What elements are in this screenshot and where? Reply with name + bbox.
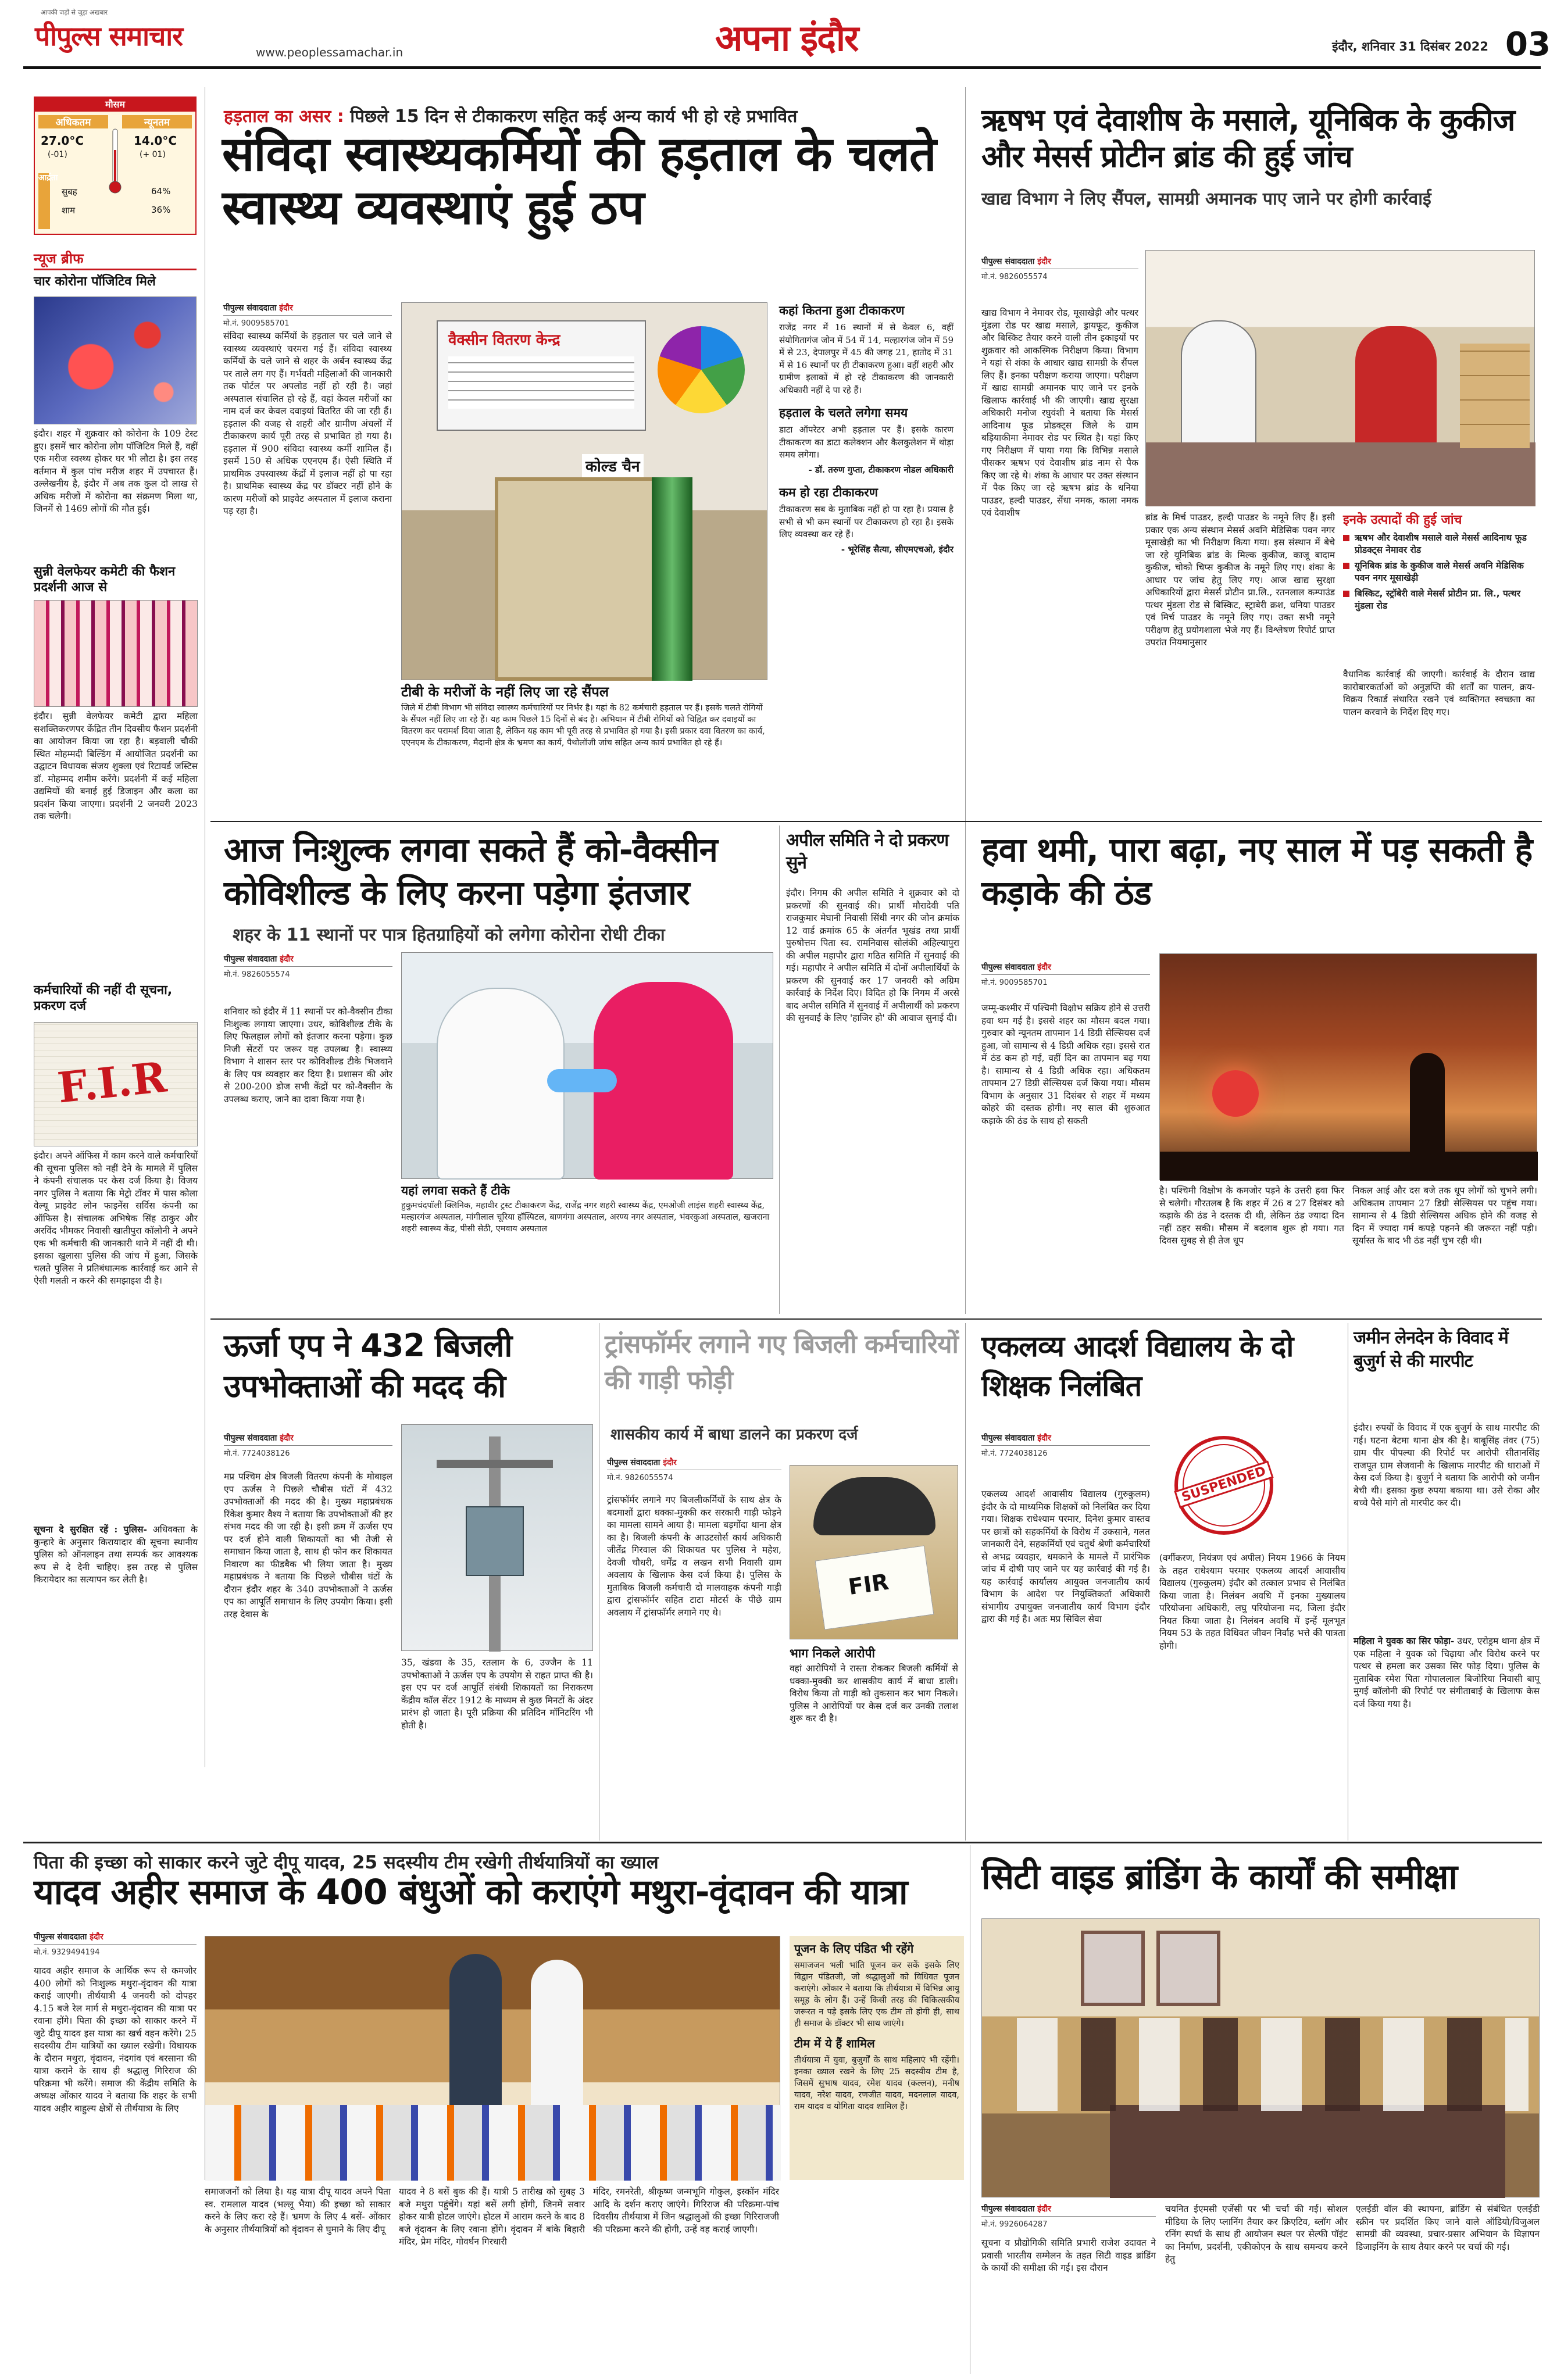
vaccine-byline-place: इंदौर (280, 955, 294, 964)
dateline: इंदौर, शनिवार 31 दिसंबर 2022 (1332, 40, 1488, 53)
masala-box-item-text: ऋषभ और देवाशीष मसाले वाले मेसर्स आदिनाथ फूड प्रोडक्ट्स नेमावर रोड (1355, 533, 1527, 555)
cold-col3: निकल आई और दस बजे तक धूप लोगों को चुभने लगी। अधिकतम तापमान 27 डिग्री सेल्सियस पर पहुंच गया। सामान्य से 4 डिग्री सेल्सियस अधिक होने की वजह से दिन में ज्यादा गर्म कपड़े पहनने की जरूरत नहीं पड़ी। सूर्यास्त के बाद भी ठंड नहीं चुभ रही थी। (1352, 1185, 1537, 1246)
masala-box-item-text: यूनिबिक ब्रांड के कुकीज वाले मेसर्स अवनि मेडिसिक पवन नगर मूसाखेड़ी (1355, 560, 1524, 583)
transformer-col1: ट्रांसफॉर्मर लगाने गए बिजलीकर्मियों के साथ क्षेत्र के बदमाशों द्वारा धक्का-मुक्की कर सरकारी गाड़ी फोड़ने का मामला सामने आया है। मामला बड़गोंदा थाना क्षेत्र का है। बिजली कंपनी के आउटसोर्स कार्य अधिकारी जीतेंद्र गिरवाल की शिकायत पर पुलिस ने महेश, देवजी चौधरी, धर्मेंद्र व लखन सभी निवासी ग्राम अवलाय के खिलाफ केस दर्ज किया है। पुलिस के मुताबिक बिजली कर्मचारी दो मालवाहक कंपनी गाड़ी द्वारा ट्रांसफॉर्मर सहित टाटा मोटर्स के पीछे ग्राम अवलाय में ट्रांसफॉर्मर लगाने गए थे। (607, 1495, 781, 1618)
urja-photo-electric-pole (401, 1424, 593, 1651)
strike-byline (223, 302, 392, 316)
masala-mobile: मो.नं. 9826055574 (981, 273, 1048, 281)
vaccine-mobile: मो.नं. 9826055574 (224, 970, 290, 979)
brief1-photo-coronavirus (34, 296, 197, 424)
yatra-box-head: पूजन के लिए पंडित भी रहेंगे (794, 1942, 914, 1956)
land-headline: जमीन लेनदेन के विवाद में बुजुर्ग से की मारपीट (1354, 1328, 1508, 1371)
brief3-headline: कर्मचारियों की नहीं दी सूचना, प्रकरण दर्ज (34, 983, 173, 1013)
humidity-morning-label: सुबह (62, 187, 77, 197)
vaccine-caption: हुकुमचंदपॉली क्लिनिक, महावीर ट्रस्ट टीकाकरण केंद्र, राजेंद्र नगर शहरी स्वास्थ्य केंद्र, एमओजी लाइंस शहरी स्वास्थ्य केंद्र, मल्हारगंज अस्पताल, मांगीलाल चूरिया हॉस्पिटल, बाणगंगा अस्पताल, अरण्य नगर अस्पताल, भंवरकुआं अस्पताल, खजराना शहरी स्वास्थ्य केंद्र, पीसी सेठी, एमवाय अस्पताल (401, 1201, 770, 1234)
masala-photo (1145, 250, 1535, 506)
transformer-byline (607, 1457, 781, 1470)
branding-col2: चयनित ईएमसी एजेंसी पर भी चर्चा की गई। सोशल मीडिया के लिए प्लानिंग तैयार कर क्रिएटिव, ब्लॉग और रनिंग स्पर्धा के साथ ही आयोजन स्थल पर सेल्फी पॉइंट का निर्माण, प्रदर्शनी, एकीकोएन के साथ समन्वय करने हेतु (1165, 2204, 1348, 2264)
brief1-text: इंदौर। शहर में शुक्रवार को कोरोना के 109 टेस्ट हुए। इसमें चार कोरोना लोग पॉजिटिव मिले हैं, वहीं एक मरीज स्वस्थ्य होकर घर भी लौटा है। इस तरह वर्तमान में कुल पांच मरीज शहर में उपचारत हैं। उल्लेखनीय है, इंदौर में अब तक कुल दो लाख से अधिक मरीजों में कोरोना का संक्रमण मिला था, जिनमें से 1469 लोगों की मौत हुई। (34, 428, 198, 514)
cold-col2: है। पश्चिमी विक्षोभ के कमजोर पड़ने के उत्तरी हवा फिर से चलेगी। गौरतलब है कि शहर में 26 व 27 दिसंबर को कड़ाके की ठंड ने दस्तक दी थी, लेकिन ठंड ज्यादा दिन नहीं ठहर सकी। मौसम में बदलाव शुरू हो गया। गत दिवस सुबह से ही तेज धूप (1159, 1185, 1344, 1246)
cold-col1: जम्मू-कश्मीर में पश्चिमी विक्षोभ सक्रिय होने से उत्तरी हवा थम गई है। इससे शहर का मौसम बदल गया। गुरुवार को न्यूनतम तापमान 14 डिग्री सेल्सियस दर्ज हुआ, जो सामान्य से 4 डिग्री अधिक रहा। इससे रात में ठंड कम हो गई, वहीं दिन का तापमान बढ़ गया है। सामान्य से 4 डिग्री अधिक रहा। अधिकतम तापमान 27 डिग्री सेल्सियस दर्ज किया गया। मौसम विभाग के अनुसार 31 दिसंबर से शहर में मध्यम कोहरे की दस्तक होगी। नए साल की शुरुआत कड़ाके की ठंड के साथ हो सकती (981, 1003, 1150, 1126)
strike-byline-place: इंदौर (279, 303, 293, 313)
appeal-text: इंदौर। निगम की अपील समिति ने शुक्रवार को दो प्रकरणों की सुनवाई की। प्रार्थी मौरादेवी पति राजकुमार मेघानी निवासी सिंधी नगर की जोन क्रमांक 12 वार्ड क्रमांक 65 के अंतर्गत भूखंड तथा प्रार्थी पुरुषोत्तम पिता स्व. रामनिवास सोलंकी अहिल्यापुरा की अपील महापौर द्वारा गठित समिति में सुनवाई की गई। महापौर ने अपील समिति में दोनों अपीलार्थियों के प्रकरण की सुनवाई कर 17 जनवरी को अग्रिम कार्रवाई के निर्देश दिए। विदित हो कि निगम में अरसे बाद अपील समिति में सुनवाई में अपीलार्थी को प्रकरण की सुनवाई के लिए 'हाजिर हो' की आवाज सुनाई दी। (786, 888, 959, 1023)
weather-max-temp: 27.0°C (41, 134, 84, 148)
news-brief-title: न्यूज ब्रीफ (34, 251, 84, 267)
yatra-col1: यादव अहीर समाज के आर्थिक रूप से कमजोर 400 लोगों को निःशुल्क मथुरा-वृंदावन की यात्रा कराई जाएगी। तीर्थयात्री 4 जनवरी को दोपहर 4.15 बजे रेल मार्ग से मथुरा-वृंदावन की यात्रा पर रवाना होंगे। पिता की इच्छा को साकार करने में जुटे दीपू यादव इस यात्रा का खर्च वहन करेंगे। 25 सदस्यीय टीम यात्रियों का ख्याल रखेगी। विधायक के दौरान मथुरा, वृंदावन, नंदगांव एवं बरसाना की यात्रा कराने के साथ ही श्रद्धालु गिरिराज की परिक्रमा भी करेंगे। समाज की केंद्रीय समिति के अध्यक्ष ओंकार यादव ने बताया कि शहर के सभी यादव अहीर बाहुल्य क्षेत्रों से तीर्थयात्रा के लिए (34, 1966, 197, 2114)
masala-box-item (1343, 532, 1535, 556)
brief3-extra (34, 1523, 198, 1651)
branding-photo (981, 1918, 1540, 2197)
vaccine-sign-board (437, 320, 646, 431)
eklavya-mobile: मो.नं. 7724038126 (981, 1449, 1048, 1458)
yatra-box-head2: टीम में ये हैं शामिल (794, 2036, 875, 2050)
transformer-byline-place: इंदौर (663, 1458, 677, 1467)
portrait-frame-2 (1156, 1931, 1220, 2006)
yatra-byline-place: इंदौर (90, 1932, 103, 1942)
strike-photo (401, 302, 767, 680)
urja-col2: 35, खंडवा के 35, रतलाम के 6, उज्जैन के 11 उपभोक्ताओं ने ऊर्जस एप के उपयोग से राहत प्राप्त की है। इस एप पर दर्ज आपूर्ति संबंधी शिकायतों का निराकरण केंद्रीय कॉल सेंटर 1912 के माध्यम से कुछ मिनटों के अंदर प्रारंभ हो जाता है। पूरी प्रक्रिया की प्रतिदिन मॉनिटरिंग भी होती है। (401, 1657, 593, 1731)
yatra-byline (34, 1931, 197, 1945)
branding-headline: सिटी वाइड ब्रांडिंग के कार्यों की समीक्षा (981, 1857, 1458, 1897)
masthead-tagline: आपकी जड़ों से जुड़ा अखबार (41, 9, 108, 16)
yatra-kicker: पिता की इच्छा को साकार करने जुटे दीपू यादव, 25 सदस्यीय टीम रखेगी तीर्थयात्रियों का ख्याल (34, 1852, 659, 1873)
yatra-col4: मंदिर, रमनरेती, श्रीकृष्ण जन्मभूमि गोकुल, इस्कॉन मंदिर आदि के दर्शन कराए जाएंगे। गिरिराज की परिक्रमा-पांच दिवसीय तीर्थयात्रा में जिन श्रद्धालुओं की इच्छा गिरिराजजी की परिक्रमा करने की होगी, उन्हें वह कराई जाएगी। (593, 2186, 779, 2235)
brief3-fir-photo (34, 1022, 198, 1146)
transformer-box (466, 1506, 524, 1576)
fir-paper (815, 1545, 934, 1629)
yatra-headline: यादव अहीर समाज के 400 बंधुओं को कराएंगे मथुरा-वृंदावन की यात्रा (34, 1872, 908, 1913)
transformer-photo-fir (790, 1465, 958, 1639)
police-cap (813, 1477, 935, 1535)
masala-box-head: इनके उत्पादों की हुई जांच (1343, 513, 1462, 527)
land-sub-text: उधर, एरोड्रम थाना क्षेत्र में एक महिला ने युवक को चिढ़ाया और विरोध करने पर पत्थर से हमला कर उसका सिर फोड़ दिया। पुलिस के मुताबिक रमेश पिता गोपाललाल बिजोरिया निवासी बापू मुगई कॉलोनी की रिपोर्ट पर संगीताबाई के खिलाफ केस दर्ज किया गया है। (1354, 1636, 1540, 1709)
vaccine-caption-head: यहां लगवा सकते हैं टीके (401, 1184, 510, 1198)
masala-col1: खाद्य विभाग ने नेमावर रोड, मूसाखेड़ी और पत्थर मुंडला रोड पर खाद्य मसाले, ड्रायफूट, कुकीज और बिस्किट तैयार करने वाली तीन इकाइयों पर शुक्रवार को आकस्मिक निरीक्षण किया। विभाग ने यहां से शंका के आधार खाद्य सामग्री के सैंपल लिए हैं। इनका परीक्षण कराया जाएगा। परीक्षण में खाद्य सामग्री अमानक पाए जाने पर इनके खिलाफ कार्रवाई भी की जाएगी। खाद्य सुरक्षा अधिकारी मनोज रघुवंशी ने बताया कि मेसर्स आदिनाथ फूड प्रोडक्ट्स जिले के ग्राम बड़ियाकीमा नेमावर रोड पर स्थित है। यहां किए गए निरीक्षण में पाया गया कि विभिन्न मसाले पीसकर ऋषभ एवं देवाशीष ब्रांड नाम से पैक किए जा रहे थे। शंका के आधार पर उक्त संस्थान में पैक किए जा रहे ऋषभ ब्रांड के धनिया पाउडर, हल्दी पाउडर, सेंधा नमक, काला नमक एवं देवाशीष (981, 308, 1138, 518)
sun-icon (1212, 1070, 1259, 1117)
urja-byline (224, 1432, 392, 1446)
cold-chain-sign: कोल्ड चैन (582, 454, 644, 477)
weather-min-label: न्यूनतम (122, 115, 192, 128)
weather-min-temp: 14.0°C (134, 134, 177, 148)
yatra-photo (205, 1936, 780, 2180)
cold-byline-place: इंदौर (1037, 963, 1051, 972)
cold-photo-sunset (1159, 953, 1537, 1180)
eklavya-headline: एकलव्य आदर्श विद्यालय के दो शिक्षक निलंबित (981, 1330, 1294, 1403)
strike-sidebar (779, 302, 954, 802)
brief3-extra-head: सूचना दे सुरक्षित रहें : पुलिस- (34, 1524, 147, 1535)
masala-col3: वैधानिक कार्रवाई की जाएगी। कार्रवाई के दौरान खाद्य कारोबारकर्ताओं को अनुज्ञप्ति की शर्तों का पालन, क्रय-विक्रय रिकार्ड संधारित रखने एवं व्यक्तिगत स्वच्छता का पालन करवाने के निर्देश दिए गए। (1343, 669, 1535, 717)
strike-side-text1: राजेंद्र नगर में 16 स्थानों में से केवल 6, वहीं संयोगितागंज जोन में 54 में 14, मल्हारगंज जोन में 59 में से 23, देपालपुर में 45 की जगह 21, हातोद में 31 में से 16 स्थानों पर ही टीकाकरण हुआ। वहीं शहरी और ग्रामीण इलाकों में हो रहे टीकाकरण की जानकारी अधिकारी नहीं दे पा रहे हैं। (779, 322, 954, 395)
cold-byline (981, 962, 1150, 975)
branding-col3: एलईडी वॉल की स्थापना, ब्रांडिंग से संबंधित एलईडी स्क्रीन पर प्रदर्शित किए जाने वाले ऑडियो/विजुअल सामग्री की व्यवस्था, प्रचार-प्रसार अभियान के विज्ञापन डिजाइनिंग के साथ तैयार करने पर चर्चा की गई। (1356, 2204, 1540, 2252)
strike-side-quote1: - डॉ. तरुण गुप्ता, टीकाकरण नोडल अधिकारी (808, 464, 954, 475)
5s-chart-icon (658, 326, 745, 413)
silhouette-person (1410, 1053, 1445, 1157)
photo-nurse (437, 988, 565, 1180)
yatra-byline-name: पीपुल्स संवाददाता (34, 1932, 87, 1942)
transformer-subhead: शासकीय कार्य में बाधा डालने का प्रकरण दर्ज (610, 1426, 858, 1443)
strike-kicker-rest: पिछले 15 दिन से टीकाकरण सहित कई अन्य कार्य भी हो रहे प्रभावित (350, 106, 798, 127)
strike-mobile: मो.नं. 9009585701 (223, 319, 290, 328)
speaker-figure-2 (531, 1960, 583, 2117)
eklavya-col1: एकलव्य आदर्श आवासीय विद्यालय (गुरुकुलम) इंदौर के दो माध्यमिक शिक्षकों को निलंबित कर दिया गया। शिक्षक राधेश्याम परमार, दिनेश कुमार वास्तव पर छात्रों को सहकर्मियों के विरोध में उकसाने, गलत जानकारी देने, सहकर्मियों एवं चतुर्थ श्रेणी कर्मचारियों से अभद्र व्यवहार, धमकाने के मामले में प्रारंभिक जांच में दोषी पाए जाने पर यह कार्रवाई की गई है। यह कार्रवाई कार्यालय आयुक्त जनजातीय कार्य विभाग के आदेश पर नियुक्तिकर्ता अधिकारी संभागीय उपायुक्त जनजातीय कार्य विभाग इंदौर द्वारा की गई है। अतः मप्र सिविल सेवा (981, 1489, 1150, 1624)
yatra-box (790, 1936, 964, 2180)
row3-rule (23, 1842, 1542, 1843)
branding-byline-place: इंदौर (1037, 2204, 1051, 2214)
transformer-mobile: मो.नं. 9826055574 (607, 1474, 673, 1482)
masala-byline-place: इंदौर (1037, 257, 1051, 266)
transformer-headline: ट्रांसफॉर्मर लगाने गए बिजली कर्मचारियों की गाड़ी फोड़ी (605, 1330, 958, 1396)
bullet-icon (1343, 563, 1349, 569)
photo-person1 (1181, 320, 1256, 448)
vaccine-col1: शनिवार को इंदौर में 11 स्थानों पर को-वैक्सीन टीका निःशुल्क लगाया जाएगा। उधर, कोविशील्ड टीके के लिए फिलहाल लोगों को इंतजार करना पड़ेगा। कुछ निजी सेंटरों पर जरूर यह उपलब्ध है। स्वास्थ्य विभाग ने शासन स्तर पर कोविशील्ड टीके भिजवाने के लिए पत्र व्यवहार कर दिया है। प्रशासन की ओर से 200-200 डोज सभी केंद्रों पर को-वैक्सीन के उपलब्ध कराए, जाने का दावा किया गया है। (224, 1006, 392, 1105)
transformer-eklavya-rule (965, 1323, 966, 1841)
humidity-evening-label: शाम (62, 205, 76, 216)
brief2-photo-fashion (34, 600, 198, 707)
masala-box-item-text: बिस्किट, स्ट्रॉबेरी वाले मेसर्स प्रोटीन प्रा. लि., पत्थर मुंडला रोड (1355, 588, 1521, 611)
brief3-text: इंदौर। अपने ऑफिस में काम करने वाले कर्मचारियों की सूचना पुलिस को नहीं देने के मामले में पुलिस ने कंपनी संचालक पर केस दर्ज किया है। विजय नगर पुलिस ने बताया कि मेट्रो टॉवर में पास कोला वेल्यू प्राइवेट लोन फाइनेंस सर्विस कंपनी का ऑफिस है। संचालक अभिषेक सिंह ठाकुर और अरविंद भीमकर निवासी खातीपुरा कॉलोनी ने अपने एक भी कर्मचारी की जानकारी थाने में नहीं दी थी। इसका खुलासा पुलिस की जांच में हुआ, जिसके चलते पुलिस ने प्रतिबंधात्मक कार्रवाई कर आने से ऐसी गलती न करने की समझाइश दी है। (34, 1150, 198, 1286)
photo-table (1146, 442, 1535, 506)
yatra-col3: यादव ने 8 बसें बुक की हैं। यात्री 5 तारीख को सुबह 3 बजे मथुरा पहुंचेंगे। यहां बसें लगी होंगी, जिनमें सवार होकर यात्री होटल जाएंगे। होटल में आराम करने के बाद 8 बजे वृंदावन के लिए रवाना होंगे। वृंदावन में बांके बिहारी मंदिर, प्रेम मंदिर, गोवर्धन गिरधारी (399, 2186, 585, 2247)
strike-side-quote2: - भूरेसिंह सैत्या, सीएमएचओ, इंदौर (841, 544, 954, 555)
masthead (0, 0, 1557, 69)
urja-mobile: मो.नं. 7724038126 (224, 1449, 290, 1458)
strike-kicker (224, 103, 968, 127)
meeting-table (1110, 2105, 1505, 2198)
masthead-rule (23, 66, 1541, 69)
photo-person2 (1355, 326, 1437, 448)
branding-byline (981, 2203, 1156, 2217)
strike-headline: संविदा स्वास्थ्यकर्मियों की हड़ताल के चलते स्वास्थ्य व्यवस्थाएं हुई ठप (222, 127, 936, 235)
photo-gloves (547, 1069, 617, 1092)
bullet-icon (1343, 535, 1349, 541)
masala-byline-name: पीपुल्स संवाददाता (981, 257, 1035, 266)
eklavya-col2: (वर्गीकरण, नियंत्रण एवं अपील) नियम 1966 के नियम के तहत राधेश्याम परमार एकलव्य आदर्श आवासीय विद्यालय (गुरुकुलम) इंदौर को तत्काल प्रभाव से निलंबित किया जाता है। निलंबन अवधि में इनका मुख्यालय परियोजना अधिकारी, लघु परियोजना मद, जिला इंदौर नियत किया जाता है। निलंबन अवधि में इन्हें मूलभूत नियम 53 के तहत विधिवत जीवन निर्वाह भत्ते की पात्रता होगी। (1159, 1553, 1345, 1651)
brief2-text: इंदौर। सुन्नी वेलफेयर कमेटी द्वारा महिला सशक्तिकरणपर केंद्रित तीन दिवसीय फैशन प्रदर्शनी का आयोजन किया जा रहा है। बड़वाली चौकी स्थित मोहम्मदी बिल्डिंग में आयोजित प्रदर्शनी का उद्घाटन विधायक संजय शुक्ला एवं रिटायर्ड जस्टिस डॉ. मोहम्मद शमीम करेंगे। प्रदर्शनी में कई महिला उद्यमियों की बनाई हुई डिजाइन और कला का प्रदर्शन किया जाएगा। प्रदर्शनी 2 जनवरी 2023 तक चलेगी। (34, 711, 198, 821)
row2-rule (210, 1318, 1542, 1320)
strike-byline-name: पीपुल्स संवाददाता (223, 303, 277, 313)
portrait-frame-1 (1081, 1931, 1145, 2006)
strike-side-head3: कम हो रहा टीकाकरण (779, 485, 878, 499)
door-frame (495, 477, 669, 681)
urja-byline-name: पीपुल्स संवाददाता (224, 1434, 277, 1443)
strike-side-text2: डाटा ऑपरेटर अभी हड़ताल पर हैं। इसके कारण टीकाकरण का डाटा कलेक्शन और कैलकुलेशन में थोड़ा समय लगेगा। (779, 424, 954, 460)
suspended-stamp (1174, 1436, 1273, 1535)
land-text: इंदौर। रुपयों के विवाद में एक बुजुर्ग के साथ मारपीट की गई। घटना बेटमा थाना क्षेत्र की है। बाबूसिंह तंवर (75) ग्राम पीर पीपल्या की रिपोर्ट पर आरोपी सीतानसिंह राजपूत ग्राम सेजवानी के खिलाफ मारपीट की धाराओं में केस दर्ज किया है। बुजुर्ग ने बताया कि आरोपी को जमीन बेची थी। इसका कुछ रुपया बकाया था। उसे रोका और बच्चे पैसे मांगे तो मारपीट कर दी। (1354, 1423, 1540, 1508)
attendees (994, 2018, 1529, 2111)
urja-headline: ऊर्जा एप ने 432 बिजली उपभोक्ताओं की मदद की (224, 1327, 512, 1405)
cold-headline: हवा थमी, पारा बढ़ा, नए साल में पड़ सकती है कड़ाके की ठंड (981, 830, 1533, 913)
transformer-col2: वहां आरोपियों ने रास्ता रोककर बिजली कर्मियों से धक्का-मुक्की कर शासकीय कार्य में बाधा डाली। विरोध किया तो गाड़ी को तुकसान कर भाग निकले। पुलिस ने आरोपियों पर केस दर्ज कर उनकी तलाश शुरू कर दी है। (790, 1663, 958, 1724)
news-brief-rule (34, 269, 197, 270)
vaccine-byline-name: पीपुल्स संवाददाता (224, 955, 277, 964)
urja-col1: मप्र पश्चिम क्षेत्र बिजली वितरण कंपनी के मोबाइल एप ऊर्जस ने पिछले चौबीस घंटों में 432 उपभोक्ताओं की मदद की है। मुख्य महाप्रबंधक रिंकेश कुमार वैश्य ने बताया कि उपभोक्ताओं की हर संभव मदद की जा रही है। इसी क्रम में ऊर्जस एप पर दर्ज होने वाली शिकायतों का भी तेजी से समाधान किया जाता है, साथ ही फोन कर शिकायत निवारण का फीडबैक भी लिया जाता है। मुख्य महाप्रबंधक ने बताया कि पिछले चौबीस घंटों के दौरान इंदौर शहर के 340 उपभोक्ताओं ने ऊर्जस एप का आपूर्ति समाधान के लिए उपयोग किया। इसी तरह देवास के (224, 1471, 392, 1620)
land-sub (1354, 1635, 1540, 1838)
brief1-headline: चार कोरोना पॉजिटिव मिले (34, 274, 156, 289)
row1-rule (210, 821, 1542, 822)
strike-side-text3: टीकाकरण सब के मुताबिक नहीं हो पा रहा है। प्रयास है सभी से भी कम स्थानों पर टीकाकरण हो रहा है। इसके लिए व्यवस्था कर रहे हैं। (779, 504, 954, 539)
transformer-caption-head: भाग निकले आरोपी (790, 1646, 875, 1660)
strike-kicker-red: हड़ताल का असर : (224, 106, 344, 127)
branding-mobile: मो.नं. 9926064287 (981, 2220, 1048, 2229)
masala-box-item (1343, 588, 1535, 612)
humidity-label: आर्द्रता (38, 173, 50, 229)
crossarm (437, 1460, 553, 1468)
branding-col1: सूचना व प्रौद्योगिकी समिति प्रभारी राजेश उदावत ने प्रवासी भारतीय सम्मेलन के तहत सिटी वाइड ब्रांडिंग के कार्यों की समीक्षा की गई। इस दौरान (981, 2238, 1156, 2273)
masala-col2: ब्रांड के मिर्च पाउडर, हल्दी पाउडर के नमूने लिए हैं। इसी प्रकार एक अन्य संस्थान मेसर्स अवनि मेडिसिक पवन नगर मूसाखेड़ी का भी निरीक्षण किया गया। इस संस्थान में बेचे जा रहे यूनिबिक ब्रांड के मिल्क कुकीज, काजू बादाम कुकीज, चोको चिप्स कुकीज के नमूने लिए गए। शंका के आधार पर जांच हेतु लिए गए। आज खाद्य सुरक्षा अधिकारियों द्वारा मेसर्स प्रोटीन प्रा.लि., रतनलाल कम्पाउंड पत्थर मुंडला रोड से बिस्किट, स्ट्राबेरी क्रश, धनिया पाउडर एवं मिर्च पाउडर के नमूने लिए गए। उक्त सभी नमूने परीक्षण हेतु प्रयोगशाला भेजे गए हैं। विश्लेषण रिपोर्ट प्राप्त उपरांत नियमानुसार (1145, 512, 1335, 648)
vaccine-headline: आज निःशुल्क लगवा सकते हैं को-वैक्सीन कोविशील्ड के लिए करना पड़ेगा इंतजार (224, 830, 717, 913)
humidity-morning-value: 64% (151, 186, 171, 196)
thermometer-icon (109, 127, 122, 196)
strike-col1: संविदा स्वास्थ्य कर्मियों के हड़ताल पर चले जाने से स्वास्थ्य व्यवस्थाएं चरमरा गई हैं। संविदा स्वास्थ्य कर्मियों के चले जाने से शहर के अर्बन स्वास्थ्य केंद्र पर ताले लग गए हैं। गर्भवती महिलाओं की जानकारी तक पोर्टल पर अपलोड नहीं हो रही है। जहां अस्पताल संचालित हो रहे हैं, वहां केवल मरीजों का नाम दर्ज कर केवल दवाइयां वितरित की जा रही हैं। हड़ताल की वजह से शहरी और ग्रामीण अंचलों में टीकाकरण कार्य पूरी तरह से प्रभावित हो गया है। हड़ताल में 900 संविदा स्वास्थ्य कर्मी शामिल हैं। इसमें 150 से अधिक एएनएम हैं। ऐसी स्थिति में प्राथमिक उपस्वास्थ्य केंद्रों में इलाज नहीं हो पा रहा है। प्राथमिक स्वास्थ्य केंद्र पर डॉक्टर नहीं होने के कारण मरीजों को प्राइवेट अस्पताल में इलाज कराना पड़ रहा है। (223, 331, 392, 516)
strike-side-head1: कहां कितना हुआ टीकाकरण (779, 303, 905, 317)
curtain (652, 477, 692, 681)
branding-byline-name: पीपुल्स संवाददाता (981, 2204, 1035, 2214)
brief2-headline: सुन्नी वेलफेयर कमेटी की फैशन प्रदर्शनी आज से (34, 564, 176, 595)
cold-mobile: मो.नं. 9009585701 (981, 978, 1048, 987)
ground (1160, 1152, 1538, 1181)
appeal-headline: अपील समिति ने दो प्रकरण सुने (786, 830, 949, 873)
vaccine-byline (224, 953, 392, 967)
weather-max-label: अधिकतम (38, 115, 108, 128)
cold-byline-name: पीपुल्स संवाददाता (981, 963, 1035, 972)
brief3-extra-text: अधिवक्ता के कुन्हारे के अनुसार किरायादार की सूचना स्थानीय पुलिस को ऑनलाइन तथा सम्पर्क कर आवश्यक रूप से दे देनी चाहिए। इस तरह से पुलिस किरायेदार का सत्यापन कर लेती है। (34, 1524, 198, 1585)
weather-box (34, 97, 197, 235)
weather-title: मौसम (35, 98, 195, 112)
masala-headline: ऋषभ एवं देवाशीष के मसाले, यूनिबिक के कुकीज और मेसर्स प्रोटीन ब्रांड की हुई जांच (981, 103, 1515, 175)
eklavya-byline (981, 1432, 1150, 1446)
vaccine-subhead: शहर के 11 स्थानों पर पात्र हितग्राहियों को लगेगा कोरोना रोधी टीका (233, 925, 665, 945)
masala-box-item (1343, 560, 1535, 584)
yatra-box-text: समाजजन भली भांति पूजन कर सकें इसके लिए विद्वान पंडितजी, जो श्रद्धालुओं को विधिवत पूजन कराएंगे। ओंकार ने बताया कि तीर्थयात्रा में विभिन्न आयु समूह के लोग हैं। उन्हें किसी तरह की चिकित्सकीय जरूरत न पड़े इसके लिए एक टीम तो होगी ही, साथ ही समाज के डॉक्टर भी साथ जाएंगे। (794, 1961, 959, 2028)
masala-box (1343, 512, 1535, 663)
weather-max-delta: (-01) (48, 150, 67, 159)
appeal-cold-rule (965, 826, 966, 1314)
yatra-mobile: मो.नं. 9329494194 (34, 1948, 100, 1957)
vaccine-photo (401, 952, 773, 1179)
weather-min-delta: (+ 01) (140, 150, 166, 159)
speaker-figure (449, 1954, 502, 2117)
masala-subhead: खाद्य विभाग ने लिए सैंपल, सामग्री अमानक पाए जाने पर होगी कार्रवाई (981, 189, 1431, 209)
vaccine-appeal-rule (779, 826, 780, 1314)
fir-paper-text: FIR (847, 1568, 891, 1600)
yatra-col2: समाजजनों को लिया है। यह यात्रा दीपू यादव अपने पिता स्व. रामलाल यादव (भल्लू भैया) की इच्छा को साकार करने के लिए करा रहे हैं। भ्रमण के लिए 4 बसें- ओंकार के अनुसार तीर्थयात्रियों को वृंदावन से घुमाने के लिए दीपू (205, 2186, 391, 2235)
vaccine-sign-lines (448, 356, 634, 409)
humidity-evening-value: 36% (151, 205, 171, 215)
masthead-website: www.peoplessamachar.in (256, 45, 403, 59)
suspended-stamp-text: SUSPENDED (1174, 1460, 1273, 1508)
transformer-byline-name: पीपुल्स संवाददाता (607, 1458, 660, 1467)
masala-byline (981, 256, 1138, 269)
audience-row (205, 2105, 781, 2181)
masthead-logo: पीपुल्स समाचार (35, 20, 183, 52)
land-sub-head: महिला ने युवक का सिर फोड़ा- (1354, 1635, 1455, 1646)
fir-stamp-text: F.I.R (55, 1052, 169, 1113)
yatra-box-text2: तीर्थयात्रा में युवा, बुजुर्गों के साथ महिलाएं भी रहेंगी। इनका ख्याल रखने के लिए 25 सदस्यीय टीम है, जिसमें सुभाष यादव, रमेश यादव (कल्लन), मनीष यादव, नरेश यादव, रणजीत यादव, मदनलाल यादव, राम यादव व योगिता यादव शामिल हैं। (794, 2056, 959, 2111)
strike-side-head2: हड़ताल के चलते लगेगा समय (779, 406, 908, 420)
photo-cartons (1460, 344, 1530, 448)
urja-byline-place: इंदौर (280, 1434, 294, 1443)
masala-box-list (1343, 532, 1535, 612)
section-title: अपना इंदौर (715, 17, 858, 59)
strike-photo-caption: जिले में टीबी विभाग भी संविदा स्वास्थ्य कर्मचारियों पर निर्भर है। यहां के 82 कर्मचारी हड़ताल पर हैं। इसके चलते रोगियों के सैंपल नहीं लिए जा रहे हैं। यह काम पिछले 15 दिनों से बंद है। अभियान में टीबी रोगियों को चिह्नित कर दवाइयों का वितरण कर परामर्श दिया जाता है, लेकिन यह काम भी पूरी तरह से प्रभावित हो गया है। इसी प्रकार दवा वितरण का कार्य, एएनएम के टीकाकरण, मैदानी क्षेत्र के भ्रमण का कार्य, पैथोलॉजी जांच सहित अन्य कार्य प्रभावित हो रहे हैं। (401, 703, 765, 748)
strike-photo-caption-head: टीबी के मरीजों के नहीं लिए जा रहे सैंपल (401, 684, 609, 700)
bullet-icon (1343, 591, 1349, 597)
eklavya-byline-place: इंदौर (1037, 1434, 1051, 1443)
page-number: 03 (1499, 23, 1557, 66)
center-column-rule (965, 87, 966, 826)
vaccine-sign-text: वैक्सीन वितरण केन्द्र (448, 331, 560, 349)
eklavya-byline-name: पीपुल्स संवाददाता (981, 1434, 1035, 1443)
